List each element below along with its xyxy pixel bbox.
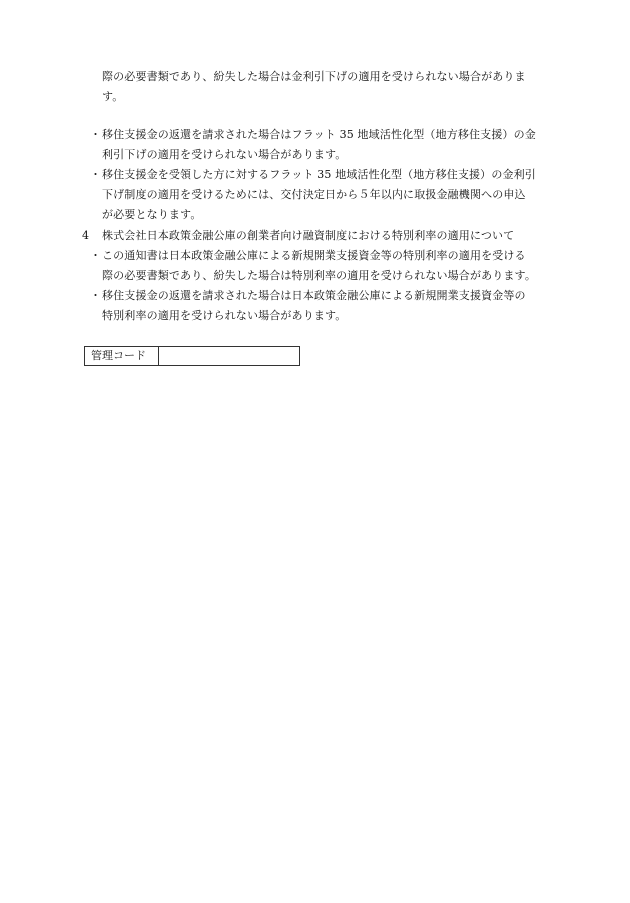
bullet-text-line: 移住支援金の返還を請求された場合はフラット 35 地域活性化型（地方移住支援）の金 (102, 128, 536, 141)
bullet-mark: ・ (90, 128, 101, 141)
bullet-text-line: 利引下げの適用を受けられない場合があります。 (102, 148, 347, 161)
bullet-text-line: が必要となります。 (102, 208, 202, 221)
management-code-field[interactable] (159, 347, 299, 365)
section-heading: 株式会社日本政策金融公庫の創業者向け融資制度における特別利率の適用について (102, 229, 515, 242)
bullet-text-line: 下げ制度の適用を受けるためには、交付決定日から５年以内に取扱金融機関への申込 (102, 188, 526, 201)
management-code-table (84, 346, 300, 366)
section-number: 4 (82, 229, 89, 242)
bullet-mark: ・ (90, 168, 101, 181)
bullet-text-line: 際の必要書類であり、紛失した場合は特別利率の適用を受けられない場合があります。 (102, 269, 536, 282)
continuation-line-1: 際の必要書類であり、紛失した場合は金利引下げの適用を受けられない場合がありま (102, 70, 526, 83)
bullet-mark: ・ (90, 289, 101, 302)
continuation-line-2: す。 (102, 90, 124, 103)
bullet-text-line: 移住支援金の返還を請求された場合は日本政策金融公庫による新規開業支援資金等の (102, 289, 526, 302)
bullet-text-line: 特別利率の適用を受けられない場合があります。 (102, 309, 347, 322)
bullet-text-line: 移住支援金を受領した方に対するフラット 35 地域活性化型（地方移住支援）の金利引 (102, 168, 536, 181)
bullet-mark: ・ (90, 249, 101, 262)
bullet-text-line: この通知書は日本政策金融公庫による新規開業支援資金等の特別利率の適用を受ける (102, 249, 526, 262)
management-code-label: 管理コード (85, 347, 159, 365)
